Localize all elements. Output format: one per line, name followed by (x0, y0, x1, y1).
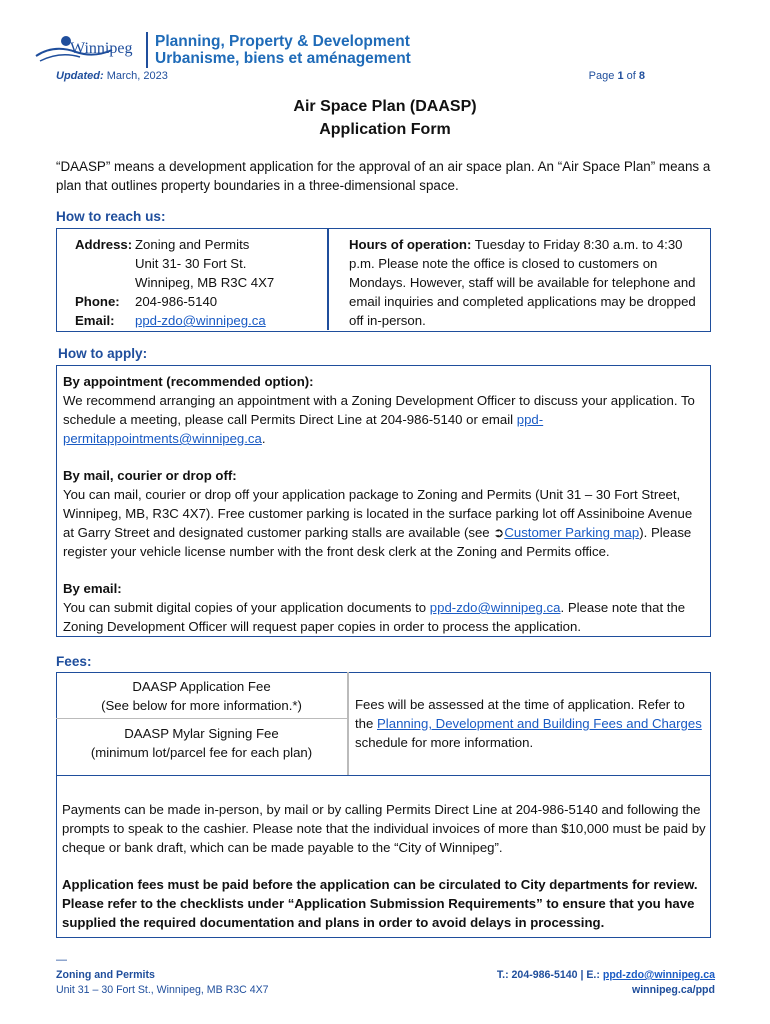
footer-street: Unit 31 – 30 Fort St., Winnipeg, MB R3C 4X7 (56, 984, 269, 996)
payments-paragraph: Payments can be made in-person, by mail or by calling Permits Direct Line at 204-986-5140 and following the prompts to speak to the cashier. Please note that the individual invoices of more than $10,000 must be paid by cheque or bank draft, which can be made payable to the “City of Winnipeg”. (62, 802, 706, 855)
department-name-fr: Urbanisme, biens et aménagement (155, 50, 411, 67)
footer-office: Zoning and Permits (56, 969, 155, 981)
fees-charges-link[interactable]: Planning, Development and Building Fees and Charges (377, 716, 702, 731)
address-line-1: Zoning and Permits (135, 237, 250, 252)
footer-website[interactable]: winnipeg.ca/ppd (632, 984, 715, 996)
appointment-end: . (261, 431, 266, 446)
appointment-text: We recommend arranging an appointment with a Zoning Development Officer to discuss your application. To schedule a meeting, please call Permits Direct Line at 204-986-5140 or email (63, 393, 695, 427)
email-section (63, 579, 703, 636)
address-line-3: Winnipeg, MB R3C 4X7 (135, 275, 275, 290)
phone-value: 204-986-5140 (135, 294, 218, 309)
header-divider (146, 32, 148, 68)
updated-label: Updated: (56, 70, 104, 82)
updated-value: March, 2023 (106, 70, 168, 82)
mail-title: By mail, courier or drop off: (63, 468, 237, 483)
footer-email-link[interactable]: ppd-zdo@winnipeg.ca (602, 969, 715, 981)
fees-assessment-after: schedule for more information. (355, 735, 534, 750)
page-total: 8 (638, 70, 645, 82)
mylar-fee-cell (56, 724, 347, 762)
application-fee-note: (See below for more information.*) (101, 698, 302, 713)
hours-label: Hours of operation: (349, 237, 472, 252)
page-of: of (626, 70, 636, 82)
mail-text: You can mail, courier or drop off your application package to Zoning and Permits (Unit 31 – 30 Fort Street, Winnipeg, MB, R3C 4X7). Free customer parking is located in the surface parking lot off Assiniboine Avenue at Garry Street and designated customer parking stalls are available (see (63, 487, 693, 540)
apply-heading: How to apply: (58, 346, 148, 361)
fees-bold-note: Application fees must be paid before the application can be circulated to City departments for review. Please refer to the checklists under “Application Submission Requirements” to ensure that you have supplied the required documentation and plans in order to avoid delays in processing. (62, 877, 698, 930)
address-line-2: Unit 31- 30 Fort St. (135, 256, 247, 271)
title-line-1: Air Space Plan (DAASP) (293, 98, 477, 115)
apply-box (56, 365, 711, 637)
fees-col-divider (347, 672, 349, 776)
reach-box (56, 228, 711, 332)
footer-dash: — (56, 954, 67, 966)
logo-wordmark: Winnipeg (70, 40, 133, 57)
contact-email-link[interactable]: ppd-zdo@winnipeg.ca (135, 313, 266, 328)
hours-of-operation (349, 235, 701, 330)
email-after: . Please note that the Zoning Development Officer will request paper copies in order to process the application. (63, 600, 686, 634)
hours-text: Tuesday to Friday 8:30 a.m. to 4:30 p.m. Please note the office is closed to customers on Mondays. However, staff will be available for telephone and email inquiries and completed applications may be dropped off in-person. (349, 237, 696, 328)
email-text: You can submit digital copies of your application documents to (63, 600, 427, 615)
intro-paragraph: “DAASP” means a development application for the approval of an air space plan. An “Air Space Plan” means a plan that outlines property boundaries in a three-dimensional space. (56, 159, 711, 193)
appointment-email-link[interactable]: ppd-permitappointments@winnipeg.ca (63, 412, 544, 446)
email-title: By email: (63, 581, 122, 596)
submit-email-link[interactable]: ppd-zdo@winnipeg.ca (429, 600, 561, 615)
appointment-section (63, 372, 703, 448)
phone-label: Phone: (75, 294, 120, 309)
email-label: Email: (75, 313, 115, 328)
appointment-title: By appointment (recommended option): (63, 374, 314, 389)
footer-contact (497, 968, 715, 998)
title-line-2: Application Form (319, 121, 451, 138)
fees-table (56, 672, 711, 776)
fees-assessment-text (355, 695, 703, 752)
parking-map-link[interactable]: Customer Parking map (504, 525, 640, 540)
reach-heading: How to reach us: (56, 209, 166, 224)
fees-assessment-body: Fees will be assessed at the time of application. Refer to the (355, 697, 685, 731)
contact-details (75, 235, 325, 330)
address-label: Address: (75, 237, 133, 252)
payment-info (62, 800, 707, 950)
page-prefix: Page (588, 70, 615, 82)
footer-address (56, 968, 269, 998)
apply-content (63, 372, 703, 654)
footer-phone: T.: 204-986-5140 | E.: (496, 969, 600, 981)
fees-table-bottom (56, 775, 711, 776)
application-fee-cell (56, 677, 347, 715)
page-indicator (589, 70, 645, 82)
updated-date (56, 70, 168, 82)
page-number: 1 (617, 70, 624, 82)
fees-heading: Fees: (56, 654, 92, 669)
mail-section (63, 466, 703, 561)
reach-divider (327, 229, 329, 330)
arrow-icon: ➲ (493, 525, 505, 540)
mylar-fee-note: (minimum lot/parcel fee for each plan) (90, 745, 313, 760)
department-name-en: Planning, Property & Development (155, 33, 410, 50)
fees-row-divider (56, 718, 347, 719)
mylar-fee-title: DAASP Mylar Signing Fee (124, 726, 279, 741)
page-header (34, 30, 734, 70)
mail-after: ). Please register your vehicle license number with the front desk clerk at the Zoning and Permits office. (63, 525, 692, 559)
application-fee-title: DAASP Application Fee (132, 679, 271, 694)
page-title (0, 95, 770, 141)
